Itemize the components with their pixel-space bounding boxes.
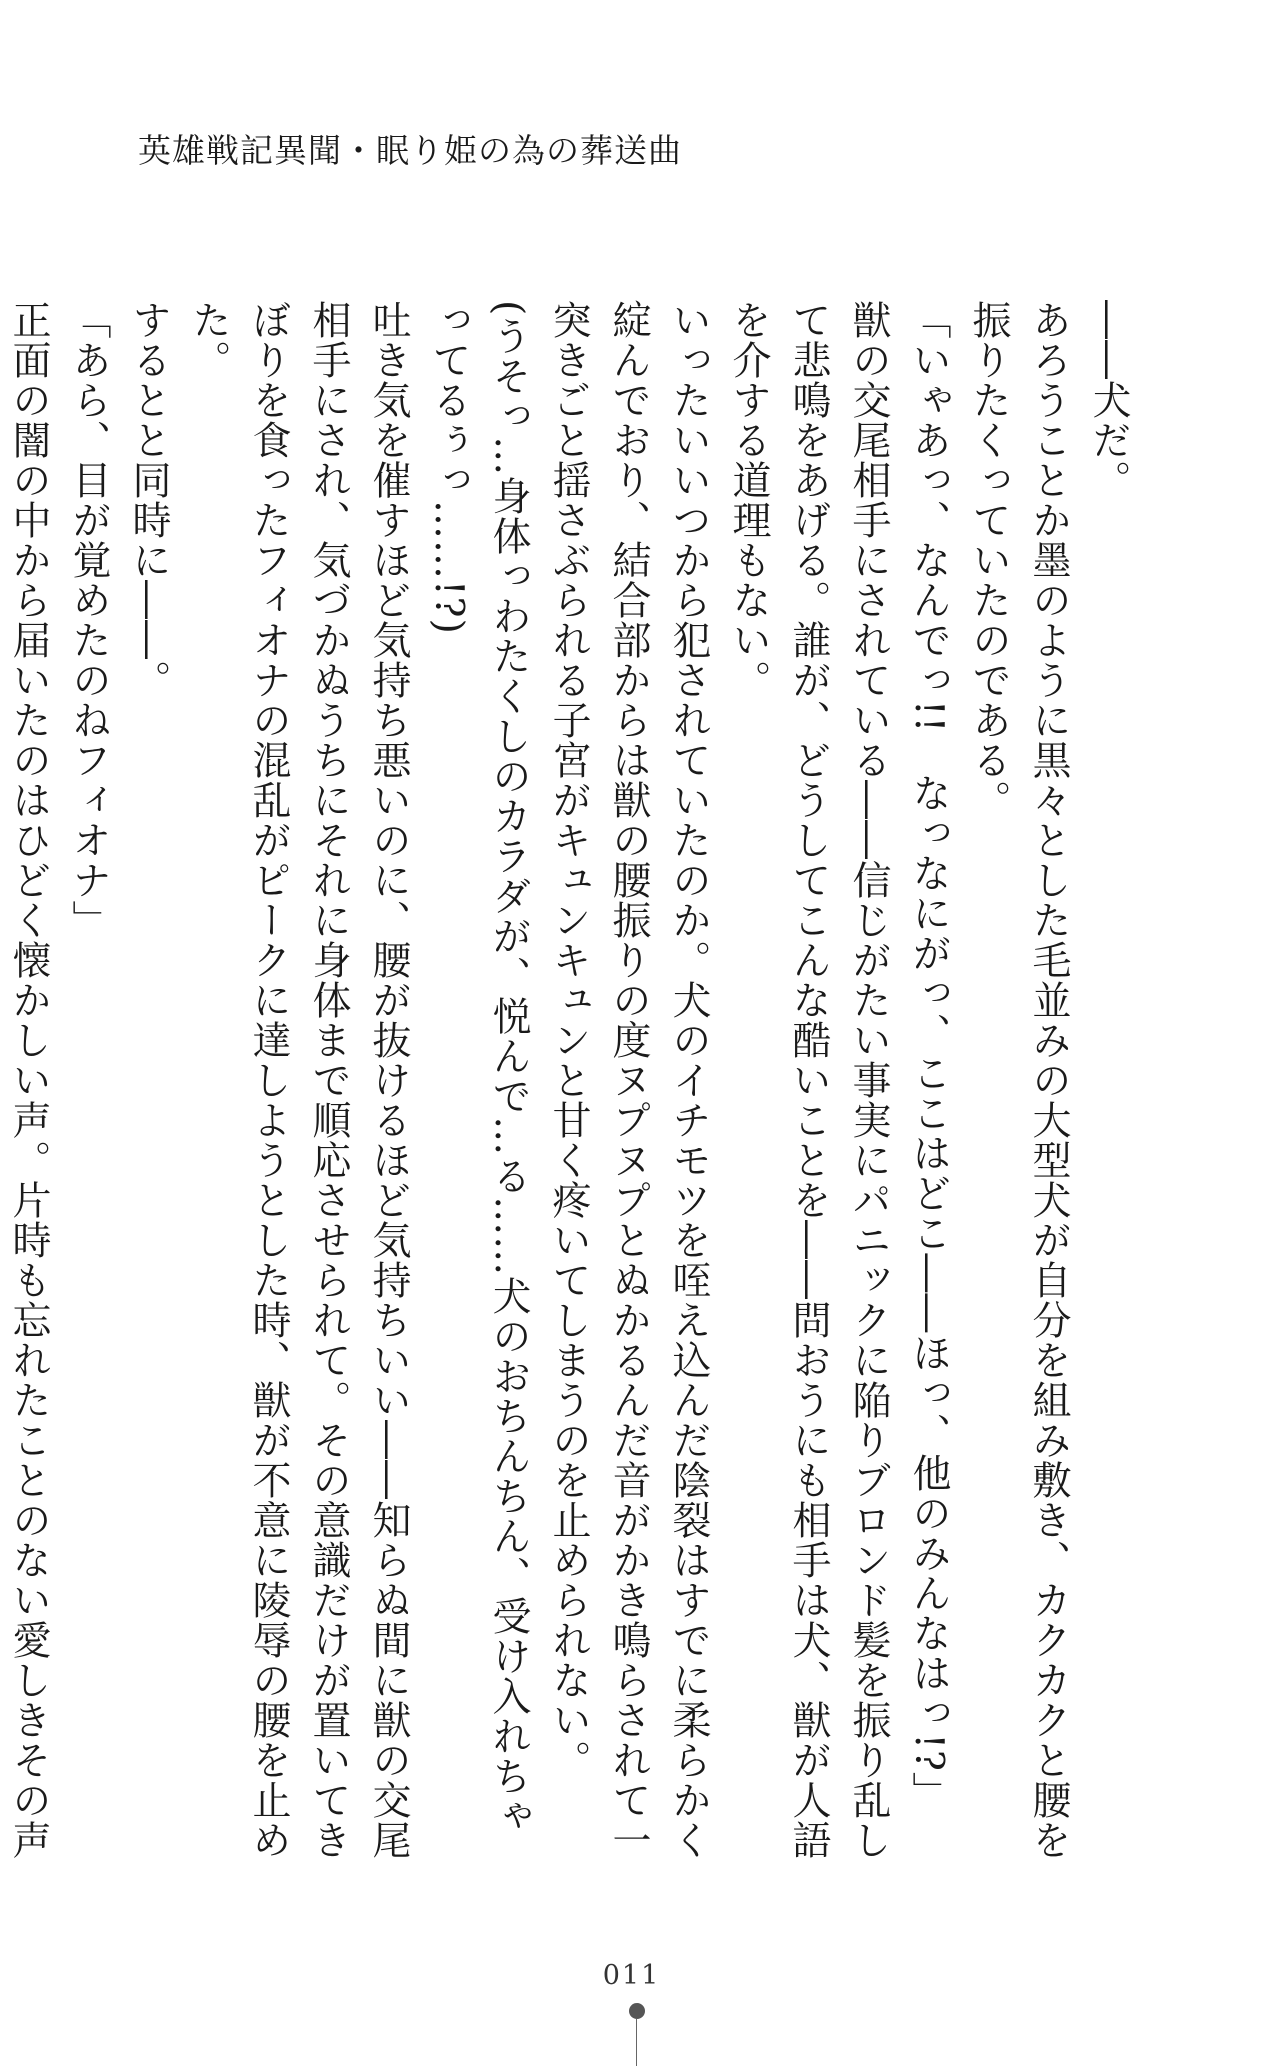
paragraph: あろうことか墨のように黒々とした毛並みの大型犬が自分を組み敷き、カクカクと腰を振りたくっていたのである。 bbox=[966, 300, 1071, 1860]
running-title: 英雄戦記異聞・眠り姫の為の葬送曲 bbox=[138, 131, 682, 170]
paragraph: 吐き気を催すほど気持ち悪いのに、腰が抜けるほど気持ちいい――知らぬ間に獣の交尾相手にされ、気づかぬうちにそれに身体まで順応させられて。その意識だけが置いてきぼりを食ったフィオナの混乱がピークに達しようとした時、獣が不意に陵辱の腰を止めた。 bbox=[186, 300, 411, 1860]
page-marker-dot bbox=[629, 2003, 645, 2019]
paragraph: (うそっ…身体っわたくしのカラダが、悦んで…る……犬のおちんちん、受け入れちゃってるぅっ……!?) bbox=[426, 300, 531, 1837]
paragraph: 獣の交尾相手にされている――信じがたい事実にパニックに陥りブロンド髪を振り乱して悲鳴をあげる。誰が、どうしてこんな酷いことを――問おうにも相手は犬、獣が人語を介する道理もない。 bbox=[726, 300, 891, 1860]
paragraph: 正面の闇の中から届いたのはひどく懐かしい声。片時も忘れたことのない愛しきその声 bbox=[6, 300, 51, 1860]
page-marker-line bbox=[636, 2019, 637, 2066]
page-number: 011 bbox=[602, 1960, 661, 1991]
paragraph: 「いゃあっ、なんでっ!! なっなにがっ、ここはどこ――ほっ、他のみんなはっ!?」 bbox=[906, 300, 951, 1812]
paragraph: ――犬だ。 bbox=[1086, 300, 1131, 500]
paragraph: いったいいつから犯されていたのか。犬のイチモツを咥え込んだ陰裂はすでに柔らかく綻んでおり、結合部からは獣の腰振りの度ヌプヌプとぬかるんだ音がかき鳴らされて一突きごと揺さぶられる子宮がキュンキュンと甘く疼いてしまうのを止められない。 bbox=[546, 300, 711, 1860]
paragraph: するとと同時に――。 bbox=[126, 300, 171, 700]
body-text bbox=[6, 300, 1138, 1860]
paragraph: 「あら、目が覚めたのねフィオナ」 bbox=[66, 300, 111, 940]
